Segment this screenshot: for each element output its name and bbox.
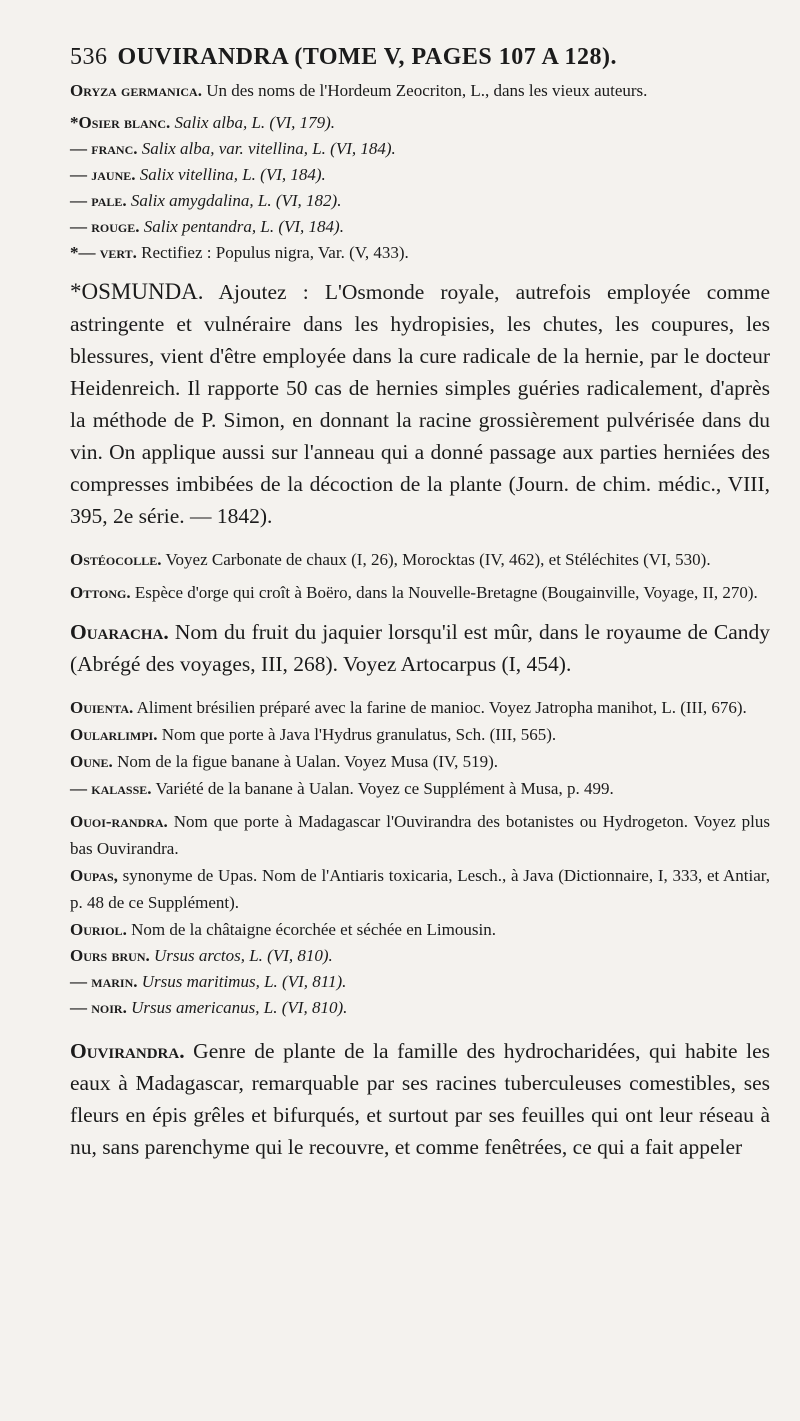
page-number: 536 bbox=[70, 44, 108, 70]
entry-ours-marin: — marin. Ursus maritimus, L. (VI, 811). bbox=[70, 972, 347, 991]
entry-ouaracha: Ouaracha. Nom du fruit du jaquier lorsqu'il est mûr, dans le royaume de Candy (Abrégé des voyages, III, 268). Voyez Artocarpus (I, 454). bbox=[70, 620, 770, 676]
entry-ouvirandra: Ouvirandra. Genre de plante de la famille des hydrocharidées, qui habite les eaux à Madagascar, remarquable par ses racines tuberculeuses comestibles, ses fleurs en épis grêles et bifurqués, et surtout par ses feuilles qui ont leur réseau à nu, sans parenchyme qui le recouvre, et comme fenêtrées, ce qui a fait appeler bbox=[70, 1039, 770, 1159]
entry-ottong: Ottong. Espèce d'orge qui croît à Boëro, dans la Nouvelle-Bretagne (Bougainville, Voyage, II, 270). bbox=[70, 583, 758, 602]
entry-ouoi-randra: Ouoi-randra. Nom que porte à Madagascar l'Ouvirandra des botanistes ou Hydrogeton. Voyez plus bas Ouvirandra. bbox=[70, 812, 770, 858]
entry-oryza: Oryza germanica. Un des noms de l'Hordeum Zeocriton, L., dans les vieux auteurs. bbox=[70, 81, 648, 100]
book-page bbox=[70, 44, 770, 1163]
entry-oupas: Oupas, synonyme de Upas. Nom de l'Antiaris toxicaria, Lesch., à Java (Dictionnaire, I, 333, et Antiar, p. 48 de ce Supplément). bbox=[70, 866, 770, 912]
entry-osier-jaune: — jaune. Salix vitellina, L. (VI, 184). bbox=[70, 165, 326, 184]
entry-osteocolle: Ostéocolle. Voyez Carbonate de chaux (I, 26), Morocktas (IV, 462), et Stéléchites (VI, 530). bbox=[70, 550, 711, 569]
entry-oularlimpi: Oularlimpi. Nom que porte à Java l'Hydrus granulatus, Sch. (III, 565). bbox=[70, 725, 557, 744]
entry-ouienta: Ouienta. Aliment brésilien préparé avec la farine de manioc. Voyez Jatropha manihot, L. (III, 676). bbox=[70, 698, 747, 717]
running-header bbox=[70, 44, 770, 71]
entry-osier-rouge: — rouge. Salix pentandra, L. (VI, 184). bbox=[70, 217, 344, 236]
entry-osier-pale: — pale. Salix amygdalina, L. (VI, 182). bbox=[70, 191, 342, 210]
entry-osier-vert: *— vert. Rectifiez : Populus nigra, Var. (V, 433). bbox=[70, 243, 409, 262]
entry-oune-kalasse: — kalasse. Variété de la banane à Ualan. Voyez ce Supplément à Musa, p. 499. bbox=[70, 779, 614, 798]
entry-osier-blanc: *Osier blanc. Salix alba, L. (VI, 179). bbox=[70, 113, 336, 132]
entry-ours-noir: — noir. Ursus americanus, L. (VI, 810). bbox=[70, 998, 348, 1017]
entry-osier-franc: — franc. Salix alba, var. vitellina, L. (VI, 184). bbox=[70, 139, 396, 158]
entry-osmunda: *OSMUNDA. Ajoutez : L'Osmonde royale, autrefois employée comme astringente et vulnéraire dans les hydropisies, les chutes, les coupures, les blessures, vient d'être employée dans la cure radicale de la hernie, par le docteur Heidenreich. Il rapporte 50 cas de hernies simples guéries radicalement, d'après la méthode de P. Simon, en donnant la racine grossièrement pulvérisée dans du vin. On applique aussi sur l'anneau qui a donné passage aux parties herniées des compresses imbibées de la décoction de la plante (Journ. de chim. médic., VIII, 395, 2e série. — 1842). bbox=[70, 279, 770, 528]
entry-ours-brun: Ours brun. Ursus arctos, L. (VI, 810). bbox=[70, 946, 333, 965]
entry-oune: Oune. Nom de la figue banane à Ualan. Voyez Musa (IV, 519). bbox=[70, 752, 499, 771]
entry-ouriol: Ouriol. Nom de la châtaigne écorchée et séchée en Limousin. bbox=[70, 920, 496, 939]
running-title: OUVIRANDRA (TOME V, PAGES 107 A 128). bbox=[117, 44, 617, 70]
